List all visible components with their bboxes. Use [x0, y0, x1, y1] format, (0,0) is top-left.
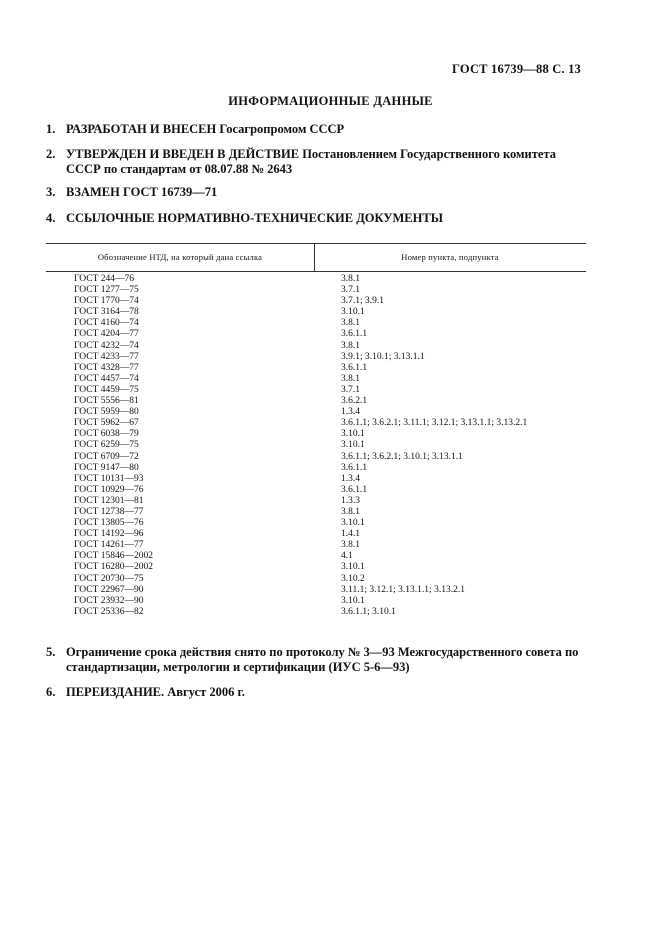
table-row — [46, 485, 586, 496]
table-row — [46, 396, 586, 407]
table-row — [46, 529, 586, 540]
clause-number: 3.9.1; 3.10.1; 3.13.1.1 — [341, 351, 425, 362]
ntd-designation: ГОСТ 5556—81 — [74, 396, 139, 407]
ntd-designation: ГОСТ 16280—2002 — [74, 562, 153, 573]
clause-number: 3.6.1.1 — [341, 329, 368, 340]
table-row — [46, 274, 586, 285]
clause-number: 3.7.1 — [341, 285, 360, 296]
item-number: 4. — [46, 211, 56, 225]
table-row — [46, 507, 586, 518]
ntd-designation: ГОСТ 13805—76 — [74, 518, 144, 529]
table-body — [46, 274, 586, 618]
ntd-designation: ГОСТ 4204—77 — [74, 329, 139, 340]
clause-number: 3.6.1.1 — [341, 362, 368, 373]
clause-number: 3.10.1 — [341, 440, 365, 451]
table-header-clause: Номер пункта, подпункта — [401, 252, 499, 262]
table-row — [46, 562, 586, 573]
table-row — [46, 574, 586, 585]
ntd-designation: ГОСТ 6259—75 — [74, 440, 139, 451]
ntd-designation: ГОСТ 15846—2002 — [74, 551, 153, 562]
item-number: 5. — [46, 645, 56, 659]
table-row — [46, 318, 586, 329]
clause-number: 3.6.1.1 — [341, 484, 368, 495]
item-text: Госагропромом СССР — [216, 122, 345, 136]
clause-number: 3.8.1 — [341, 318, 360, 329]
ntd-designation: ГОСТ 4457—74 — [74, 373, 139, 384]
clause-number: 3.6.2.1 — [341, 396, 368, 407]
ntd-designation: ГОСТ 4160—74 — [74, 318, 139, 329]
table-row — [46, 329, 586, 340]
item-text: Ограничение срока действия снято по протоколу № 3—93 Межгосударственного совета по стандартизации, метрологии и сертификации (ИУС 5-6—93) — [66, 645, 579, 674]
ntd-designation: ГОСТ 10131—93 — [74, 473, 144, 484]
table-row — [46, 496, 586, 507]
table-row — [46, 296, 586, 307]
table-row — [46, 585, 586, 596]
item-bold: ВЗАМЕН ГОСТ 16739—71 — [66, 185, 218, 199]
ntd-designation: ГОСТ 6709—72 — [74, 451, 139, 462]
clause-number: 3.10.1 — [341, 595, 365, 606]
table-row — [46, 307, 586, 318]
ntd-designation: ГОСТ 4459—75 — [74, 384, 139, 395]
clause-number: 3.7.1; 3.9.1 — [341, 296, 385, 307]
clause-number: 3.8.1 — [341, 506, 360, 517]
item-3 — [46, 185, 586, 200]
ntd-designation: ГОСТ 14261—77 — [74, 540, 144, 551]
clause-number: 3.6.1.1; 3.10.1 — [341, 606, 396, 617]
ntd-designation: ГОСТ 1770—74 — [74, 296, 139, 307]
table-row — [46, 352, 586, 363]
table-header-rule — [46, 271, 586, 272]
item-bold: ПЕРЕИЗДАНИЕ. — [66, 685, 165, 699]
ntd-designation: ГОСТ 10929—76 — [74, 484, 144, 495]
table-row — [46, 429, 586, 440]
item-text: Август 2006 г. — [164, 685, 245, 699]
item-number: 2. — [46, 147, 56, 161]
ntd-designation: ГОСТ 4232—74 — [74, 340, 139, 351]
item-bold: РАЗРАБОТАН И ВНЕСЕН — [66, 122, 217, 136]
clause-number: 3.8.1 — [341, 274, 360, 284]
table-row — [46, 385, 586, 396]
clause-number: 1.3.3 — [341, 495, 360, 506]
table-row — [46, 596, 586, 607]
item-number: 1. — [46, 122, 56, 136]
item-6 — [46, 685, 586, 700]
ntd-designation: ГОСТ 14192—96 — [74, 529, 144, 540]
item-4 — [46, 211, 586, 226]
table-row — [46, 474, 586, 485]
table-row — [46, 363, 586, 374]
item-bold: УТВЕРЖДЕН И ВВЕДЕН В ДЕЙСТВИЕ — [66, 147, 300, 161]
ntd-designation: ГОСТ 5962—67 — [74, 418, 139, 429]
item-number: 6. — [46, 685, 56, 699]
item-2 — [46, 147, 586, 177]
clause-number: 3.11.1; 3.12.1; 3.13.1.1; 3.13.2.1 — [341, 584, 465, 595]
ntd-designation: ГОСТ 3164—78 — [74, 307, 139, 318]
ntd-designation: ГОСТ 6038—79 — [74, 429, 139, 440]
table-row — [46, 540, 586, 551]
clause-number: 1.4.1 — [341, 529, 360, 540]
ntd-designation: ГОСТ 4328—77 — [74, 362, 139, 373]
table-row — [46, 452, 586, 463]
section-title: ИНФОРМАЦИОННЫЕ ДАННЫЕ — [228, 94, 433, 108]
clause-number: 3.7.1 — [341, 384, 360, 395]
ntd-designation: ГОСТ 244—76 — [74, 274, 134, 284]
table-top-rule — [46, 243, 586, 244]
clause-number: 3.8.1 — [341, 373, 360, 384]
table-row — [46, 374, 586, 385]
ntd-designation: ГОСТ 4233—77 — [74, 351, 139, 362]
clause-number: 3.10.1 — [341, 518, 365, 529]
item-1 — [46, 122, 586, 137]
item-text: Постановлением Государственного комитета СССР по стандартам от 08.07.88 № 2643 — [66, 147, 556, 176]
clause-number: 3.10.1 — [341, 429, 365, 440]
ntd-designation: ГОСТ 12301—81 — [74, 495, 144, 506]
ntd-designation: ГОСТ 22967—90 — [74, 584, 144, 595]
table-row — [46, 341, 586, 352]
clause-number: 3.10.1 — [341, 307, 365, 318]
clause-number: 4.1 — [341, 551, 353, 562]
clause-number: 3.8.1 — [341, 540, 360, 551]
table-row — [46, 418, 586, 429]
ntd-designation: ГОСТ 5959—80 — [74, 407, 139, 418]
clause-number: 3.6.1.1; 3.6.2.1; 3.11.1; 3.12.1; 3.13.1.1; 3.13.2.1 — [341, 418, 528, 429]
ntd-designation: ГОСТ 9147—80 — [74, 462, 139, 473]
table-row — [46, 440, 586, 451]
ntd-designation: ГОСТ 20730—75 — [74, 573, 144, 584]
clause-number: 3.10.2 — [341, 573, 365, 584]
ntd-designation: ГОСТ 12738—77 — [74, 506, 144, 517]
table-row — [46, 285, 586, 296]
ntd-designation: ГОСТ 25336—82 — [74, 606, 144, 617]
item-number: 3. — [46, 185, 56, 199]
clause-number: 3.6.1.1; 3.6.2.1; 3.10.1; 3.13.1.1 — [341, 451, 463, 462]
table-row — [46, 518, 586, 529]
item-5 — [46, 645, 586, 675]
table-row — [46, 607, 586, 618]
ntd-designation: ГОСТ 1277—75 — [74, 285, 139, 296]
clause-number: 3.6.1.1 — [341, 462, 368, 473]
clause-number: 3.10.1 — [341, 562, 365, 573]
clause-number: 1.3.4 — [341, 407, 360, 418]
table-header-designation: Обозначение НТД, на который дана ссылка — [97, 252, 263, 262]
ntd-designation: ГОСТ 23932—90 — [74, 595, 144, 606]
clause-number: 3.8.1 — [341, 340, 360, 351]
page-header: ГОСТ 16739—88 С. 13 — [452, 62, 581, 76]
table-row — [46, 463, 586, 474]
item-bold: ССЫЛОЧНЫЕ НОРМАТИВНО-ТЕХНИЧЕСКИЕ ДОКУМЕНТЫ — [66, 211, 443, 225]
clause-number: 1.3.4 — [341, 473, 360, 484]
table-row — [46, 407, 586, 418]
table-row — [46, 551, 586, 562]
